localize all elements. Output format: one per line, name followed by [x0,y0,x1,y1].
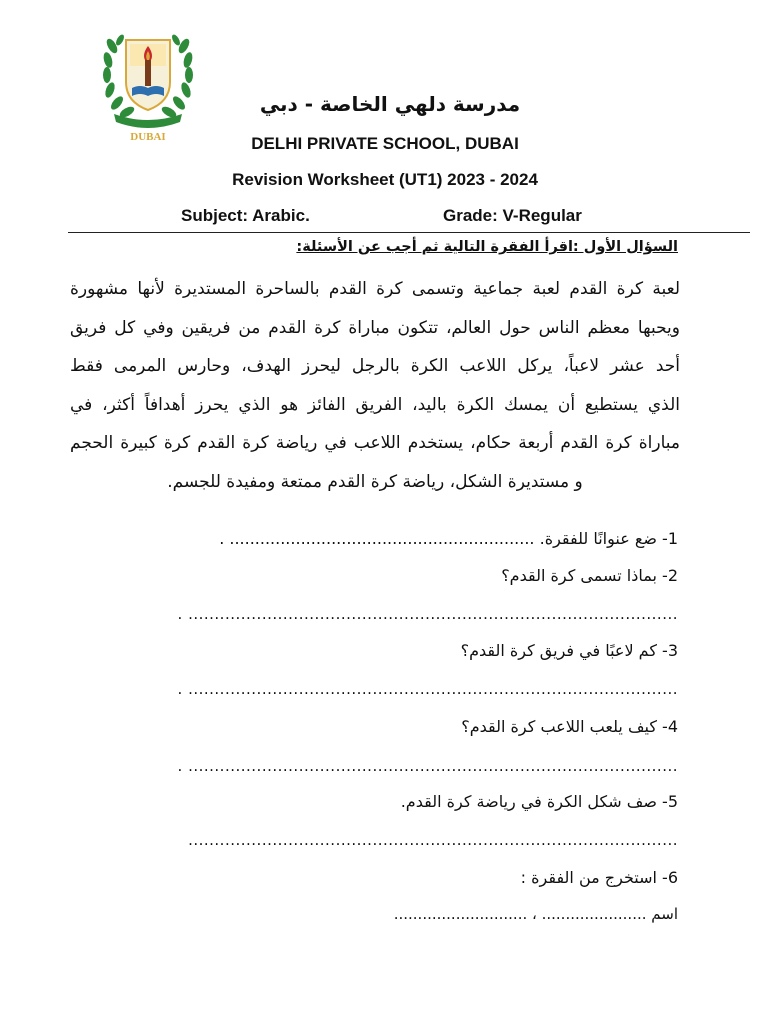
paragraph-line: أحد عشر لاعباً، يركل اللاعب الكرة بالرجل ليحرز الهدف، وحارس المرمى فقط [70,356,680,376]
question-2: 2- بماذا تسمى كرة القدم؟ [501,566,678,585]
worksheet-title: Revision Worksheet (UT1) 2023 - 2024 [232,170,538,189]
question-5: 5- صف شكل الكرة في رياضة كرة القدم. [400,792,678,811]
logo-text: DUBAI [130,131,166,143]
question-1: 1- ضع عنوانًا للفقرة. ............................................................ . [219,529,678,548]
section-title: السؤال الأول :اقرأ الفقرة التالية ثم أجب عن الأسئلة: [296,239,678,255]
answer-line-2[interactable]: ............................................................................................. . [177,605,678,623]
school-crest-icon [102,26,194,144]
school-name-english: DELHI PRIVATE SCHOOL, DUBAI [251,134,519,153]
paragraph-line: الذي يستطيع أن يمسك الكرة باليد، الفريق الفائز هو الذي يحرز أهدافاً أكثر، في [70,394,680,415]
school-name-arabic: مدرسة دلهي الخاصة - دبي [259,92,521,116]
paragraph-line: ويحبها معظم الناس حول العالم، تتكون مباراة كرة القدم من فريقين وفي كل فريق [70,317,680,338]
paragraph-line: و مستديرة الشكل، رياضة كرة القدم ممتعة ومفيدة للجسم. [167,471,583,492]
paragraph-line: لعبة كرة القدم لعبة جماعية وتسمى كرة القدم بالساحرة المستديرة لأنها مشهورة [70,279,680,299]
subject-label: Subject: Arabic. [181,206,310,225]
question-6: 6- استخرج من الفقرة : [520,868,678,887]
question-4: 4- كيف يلعب اللاعب كرة القدم؟ [461,717,678,736]
grade-label: Grade: V-Regular [443,206,582,225]
answer-line-5[interactable]: ............................................................................................. [188,831,678,849]
answer-line-3[interactable]: ............................................................................................. . [177,680,678,698]
question-3: 3- كم لاعبًا في فريق كرة القدم؟ [460,641,678,660]
school-logo [102,26,194,144]
answer-line-6[interactable]: اسم ...................... ، ............................ [393,905,678,923]
header-divider [68,232,750,233]
answer-line-4[interactable]: ............................................................................................. . [177,757,678,775]
paragraph-line: مباراة كرة القدم أربعة حكام، يستخدم اللاعب في رياضة كرة القدم كرة كبيرة الحجم [70,433,680,453]
reading-paragraph [70,270,680,501]
